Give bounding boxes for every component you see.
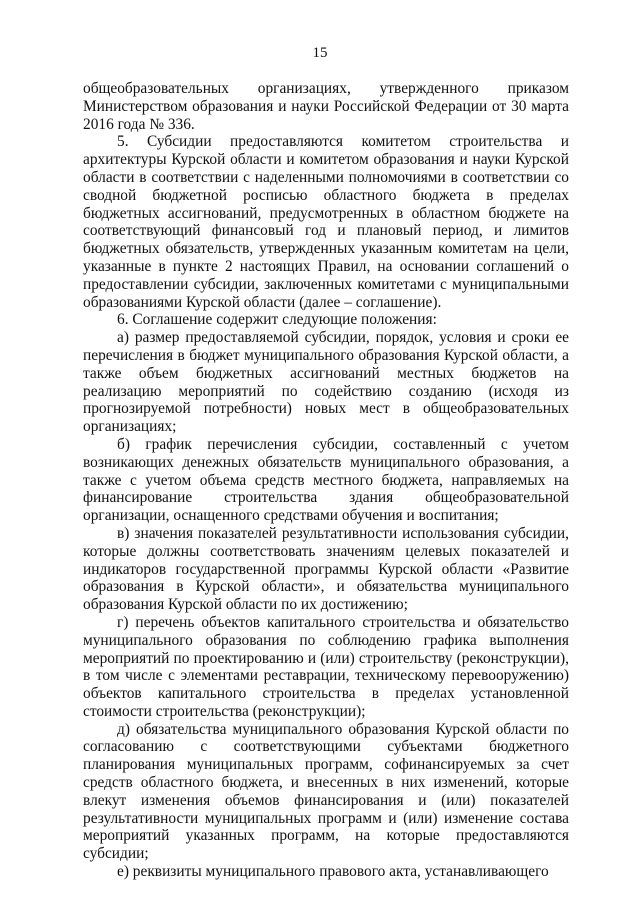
page-number: 15	[312, 45, 328, 61]
document-body	[83, 80, 569, 881]
paragraph-continuation: общеобразовательных организациях, утвержденного приказом Министерством образования и науки Российской Федерации от 30 марта 2016 года № 336.	[83, 80, 569, 133]
item-d: д) обязательства муниципального образования Курской области по согласованию с соответствующими субъектами бюджетного планирования муниципальных программ, софинансируемых за счет средств областного бюджета, и внесенных в них изменений, которые влекут изменения объемов финансирования и (или) показателей результативности муниципальных программ и (или) изменение состава мероприятий указанных программ, на которые предоставляются субсидии;	[83, 720, 569, 863]
item-g: г) перечень объектов капитального строительства и обязательство муниципального образования по соблюдению графика выполнения мероприятий по проектированию и (или) строительству (реконструкции), в том числе с элементами реставрации, техническому перевооружению) объектов капитального строительства в пределах установленной стоимости строительства (реконструкции);	[83, 613, 569, 720]
item-b: б) график перечисления субсидии, составленный с учетом возникающих денежных обязательств муниципального образования, а также с учетом объема средств местного бюджета, направляемых на финансирование строительства здания общеобразовательной организации, оснащенного средствами обучения и воспитания;	[83, 435, 569, 525]
paragraph-5-subsidies: 5. Субсидии предоставляются комитетом строительства и архитектуры Курской области и комитетом образования и науки Курской области в соответствии с наделенными полномочиями в соответствии со сводной бюджетной росписью областного бюджета в пределах бюджетных ассигнований, предусмотренных в областном бюджете на соответствующий финансовый год и плановый период, и лимитов бюджетных обязательств, утвержденных указанным комитетам на цели, указанные в пункте 2 настоящих Правил, на основании соглашений о предоставлении субсидии, заключенных комитетами с муниципальными образованиями Курской области (далее – соглашение).	[83, 133, 569, 311]
paragraph-6-agreement: 6. Соглашение содержит следующие положения:	[117, 311, 437, 329]
item-v: в) значения показателей результативности использования субсидии, которые должны соответствовать значениям целевых показателей и индикаторов государственной программы Курской области «Развитие образования в Курской области», и обязательства муниципального образования Курской области по их достижению;	[83, 524, 569, 614]
item-e: е) реквизиты муниципального правового акта, устанавливающего	[117, 863, 549, 881]
item-a: а) размер предоставляемой субсидии, порядок, условия и сроки ее перечисления в бюджет муниципального образования Курской области, а также объем бюджетных ассигнований местных бюджетов на реализацию мероприятий по содействию созданию (исходя из прогнозируемой потребности) новых мест в общеобразовательных организациях;	[83, 329, 569, 436]
